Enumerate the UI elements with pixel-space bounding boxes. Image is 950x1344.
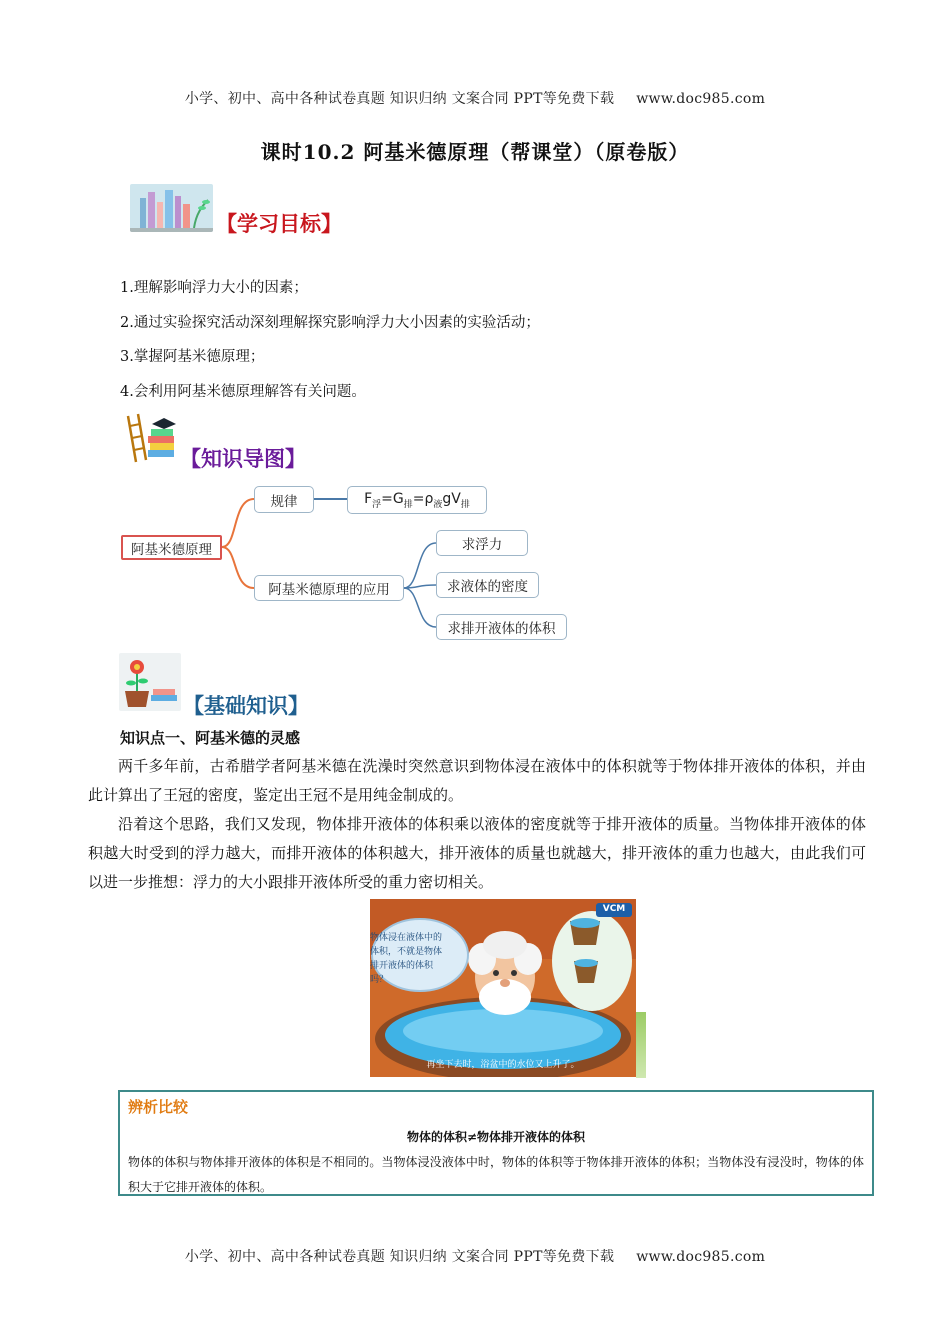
page-title: 课时10.2 阿基米德原理（帮课堂）（原卷版）: [260, 140, 690, 164]
formula: $F_浮=G_排=\rho_液gV_排$: [364, 490, 470, 510]
mindmap-root-node: [121, 535, 222, 560]
page-footer: [0, 1246, 950, 1266]
goal-item-3: 3.掌握阿基米德原理；: [120, 349, 265, 365]
footer-text: 小学、初中、高中各种试卷真题 知识归纳 文案合同 PPT等免费下载: [184, 1249, 615, 1265]
rule-label: 规律: [270, 493, 298, 510]
header-text: 小学、初中、高中各种试卷真题 知识归纳 文案合同 PPT等免费下载: [184, 91, 615, 107]
footer-url[interactable]: www.doc985.com: [636, 1249, 766, 1265]
root-label: 阿基米德原理: [131, 541, 212, 558]
archimedes-bath-illustration: [370, 899, 636, 1077]
basics-heading: 【基础知识】: [183, 694, 309, 718]
mindmap-application-node: [254, 575, 404, 601]
illustration-caption: 再坐下去时，浴盆中的水位又上升了。: [426, 1060, 580, 1070]
goal-item-2: 2.通过实验探究活动深刻理解探究影响浮力大小因素的实验活动；: [120, 315, 540, 331]
application-label: 阿基米德原理的应用: [268, 582, 390, 598]
goal-item-4: 4.会利用阿基米德原理解答有关问题。: [120, 384, 366, 400]
compare-box: [118, 1090, 874, 1196]
paragraph-2: 沿着这个思路，我们又发现，物体排开液体的体积乘以液体的密度就等于排开液体的质量。当物体排开液体的体积越大时受到的浮力越大，而排开液体的体积越大，排开液体的质量也就越大，排开液体的重力也越大，由此我们可以进一步推想：浮力的大小跟排开液体所受的重力密切相关。: [88, 815, 866, 891]
paragraph-1: 两千多年前，古希腊学者阿基米德在洗澡时突然意识到物体浸在液体中的体积就等于物体排开液体的体积，并由此计算出了王冠的密度，鉴定出王冠不是用纯金制成的。: [88, 757, 866, 804]
mindmap-formula-node: [347, 486, 487, 514]
compare-box-text: 物体的体积与物体排开液体的体积是不相同的。当物体浸没液体中时，物体的体积等于物体排开液体的体积；当物体没有浸没时，物体的体积大于它排开液体的体积。: [128, 1155, 864, 1194]
mindmap-app-buoyancy: 求浮力: [436, 530, 528, 556]
knowledge-map-heading: 【知识导图】: [180, 447, 306, 471]
learning-goals-heading: 【学习目标】: [216, 212, 342, 236]
plant-decoration: [636, 1012, 646, 1078]
knowledge-point-title: 知识点一、阿基米德的灵感: [120, 729, 301, 747]
header-url[interactable]: www.doc985.com: [636, 91, 766, 107]
compare-box-title: 辨析比较: [128, 1098, 189, 1116]
compare-box-subtitle: 物体的体积≠物体排开液体的体积: [406, 1130, 586, 1144]
mindmap-app-density: 求液体的密度: [436, 572, 539, 598]
illustration-logo: VCM: [602, 904, 626, 914]
flower-pot-icon: [119, 653, 181, 711]
goal-item-1: 1.理解影响浮力大小的因素；: [120, 280, 308, 296]
mindmap-app-volume: 求排开液体的体积: [436, 614, 567, 640]
mindmap-rule-node: [254, 486, 314, 513]
speech-bubble-text: 物体浸在液体中的体积，不就是物体排开液体的体积吗？: [370, 933, 443, 985]
